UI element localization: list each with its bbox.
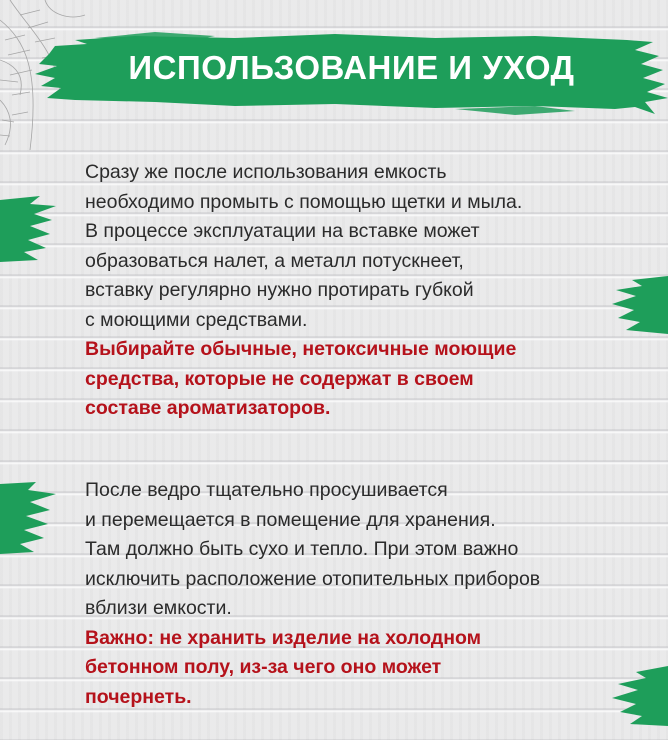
green-brush-left-1 — [0, 196, 56, 262]
highlight-line: средства, которые не содержат в своем — [85, 367, 474, 390]
text-line: Там должно быть сухо и тепло. При этом важно — [85, 538, 519, 560]
highlight-line: Важно: не хранить изделие на холодном — [85, 626, 482, 649]
text-line: Сразу же после использования емкость — [85, 161, 447, 183]
text-line: вставку регулярно нужно протирать губкой — [85, 279, 474, 301]
usage-instructions-text — [85, 158, 645, 424]
page-title: ИСПОЛЬЗОВАНИЕ И УХОД — [128, 49, 575, 86]
header-banner — [35, 14, 668, 126]
highlight-line: составе ароматизаторов. — [85, 397, 331, 419]
highlight-line: Выбирайте обычные, нетоксичные моющие — [85, 338, 517, 360]
text-line: В процессе эксплуатации на вставке может — [85, 220, 480, 242]
storage-instructions-text — [85, 476, 645, 712]
highlight-line: бетонном полу, из-за чего оно может — [85, 656, 442, 678]
text-line: и перемещается в помещение для хранения. — [85, 508, 496, 531]
text-line: После ведро тщательно просушивается — [85, 479, 448, 501]
green-brush-left-2 — [0, 482, 56, 554]
text-line: образоваться налет, а металл потускнеет, — [85, 249, 464, 272]
text-line: вблизи емкости. — [85, 597, 232, 619]
text-line: необходимо промыть с помощью щетки и мыла. — [85, 190, 523, 213]
text-line: исключить расположение отопительных приборов — [85, 567, 541, 590]
highlight-line: почернеть. — [85, 685, 192, 708]
text-line: с моющими средствами. — [85, 308, 308, 331]
